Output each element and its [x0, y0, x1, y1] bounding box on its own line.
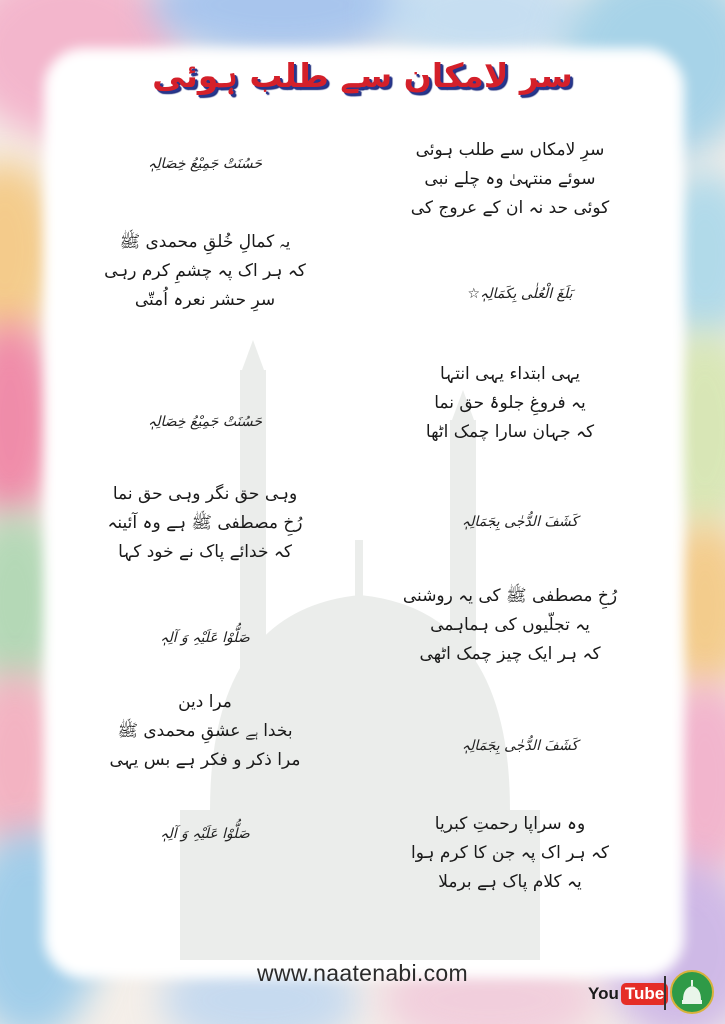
verse-line: یہ کلام پاک ہے برملا — [438, 872, 582, 892]
verse-line: کہ ہر اک پہ چشمِ کرم رہی — [104, 261, 306, 281]
refrain: بَلَغَ الْعُلٰی بِکَمَالِہٖ☆ — [467, 286, 573, 302]
left-column-stanza — [85, 228, 325, 315]
verse-line: مرا دین — [178, 692, 232, 712]
verse-line: رُخِ مصطفی ﷺ ہے وہ آئینہ — [107, 513, 303, 533]
verse-line: یہ فروغِ جلوۂ حق نما — [434, 393, 586, 413]
verse-line: یہ تجلّیوں کی ہماہمی — [430, 615, 590, 635]
verse-line: سوئے منتہیٰ وہ چلے نبی — [424, 169, 596, 189]
dome-logo-icon — [680, 978, 704, 1006]
left-column-stanza — [85, 688, 325, 775]
right-column-stanza — [385, 810, 635, 897]
verse-line: کوئی حد نہ ان کے عروج کی — [410, 198, 610, 218]
naatenabi-logo-icon — [670, 970, 714, 1014]
verse-line: کہ جہان سارا چمک اٹھا — [425, 422, 595, 442]
stanza — [385, 136, 635, 223]
footer-divider — [664, 976, 666, 1010]
verse-line: بخدا ہے عشقِ محمدی ﷺ — [117, 721, 293, 741]
youtube-you-text: You — [588, 984, 619, 1003]
verse-line: سرِ حشر نعرہ اُمتّی — [134, 290, 276, 310]
verse-line: کہ خدائے پاک نے خود کہا — [118, 542, 292, 562]
verse-line: کہ ہر ایک چیز چمک اٹھی — [419, 644, 601, 664]
verse-line: وہ سراپا رحمتِ کبریا — [434, 814, 586, 834]
refrain: صَلُّوْا عَلَیْہِ وَ آلِہٖ — [160, 630, 250, 646]
verse-line: سرِ لامکاں سے طلب ہوئی — [415, 140, 605, 160]
youtube-logo-icon[interactable] — [588, 983, 668, 1005]
refrain: حَسُنَتْ جَمِیْعُ خِصَالِہٖ — [148, 156, 262, 172]
verse-line: رُخِ مصطفی ﷺ کی یہ روشنی — [402, 586, 618, 606]
verse-line: یہی ابتداء یہی انتہا — [440, 364, 580, 384]
verse-line: کہ ہر اک پہ جن کا کرم ہوا — [410, 843, 610, 863]
verse-line: وہی حق نگر وہی حق نما — [112, 484, 298, 504]
right-column-stanza — [385, 360, 635, 447]
right-column — [385, 136, 635, 223]
youtube-tube-text: Tube — [621, 983, 668, 1005]
refrain: صَلُّوْا عَلَیْہِ وَ آلِہٖ — [160, 826, 250, 842]
page-title: سر لامکان سے طلب ہوئی — [152, 56, 573, 95]
refrain: کَشَفَ الدُّجٰی بِجَمَالِہٖ — [461, 738, 579, 754]
verse-line: یہ کمالِ خُلقِ محمدی ﷺ — [119, 232, 291, 252]
website-url[interactable]: www.naatenabi.com — [257, 960, 468, 986]
refrain: کَشَفَ الدُّجٰی بِجَمَالِہٖ — [461, 514, 579, 530]
verse-line: مرا ذکر و فکر ہے بس یہی — [109, 750, 301, 770]
right-column-stanza — [385, 582, 635, 669]
left-column-stanza — [85, 480, 325, 567]
refrain: حَسُنَتْ جَمِیْعُ خِصَالِہٖ — [148, 414, 262, 430]
